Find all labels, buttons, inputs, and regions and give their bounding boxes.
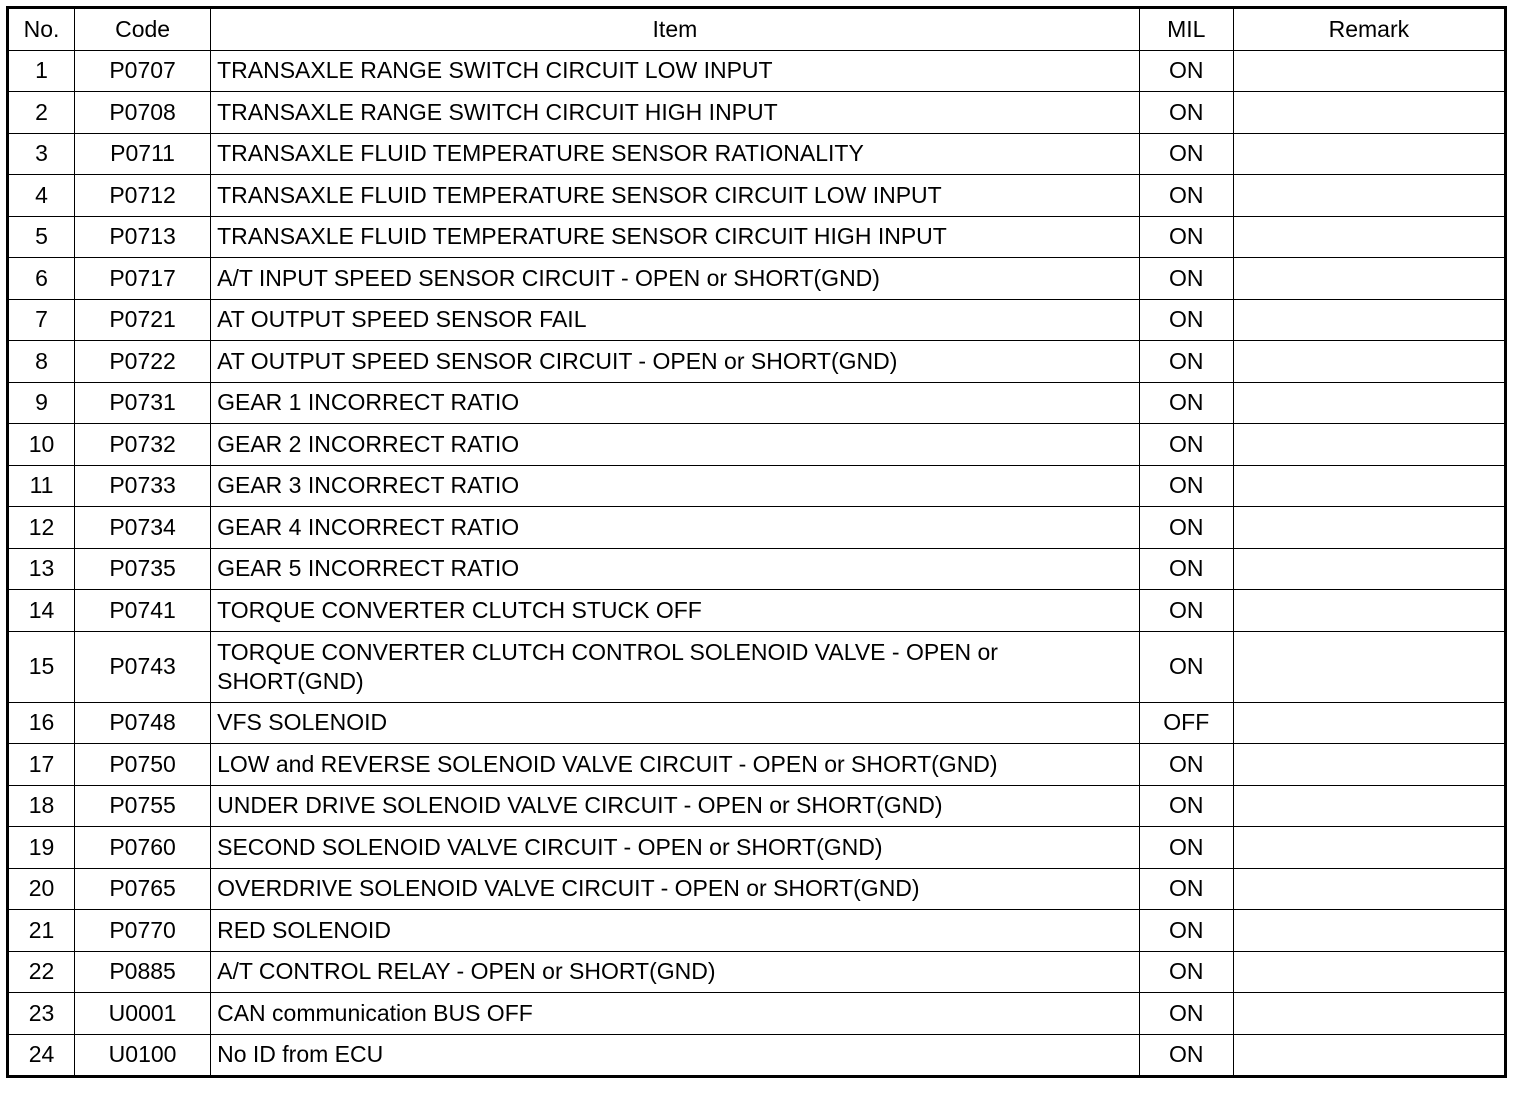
cell-mil: ON bbox=[1139, 424, 1233, 466]
cell-remark bbox=[1233, 1034, 1505, 1077]
cell-no: 9 bbox=[8, 382, 75, 424]
cell-no: 10 bbox=[8, 424, 75, 466]
table-row bbox=[8, 133, 1506, 175]
table-body bbox=[8, 50, 1506, 1077]
cell-mil: ON bbox=[1139, 175, 1233, 217]
cell-no: 18 bbox=[8, 785, 75, 827]
table-row bbox=[8, 299, 1506, 341]
table-row bbox=[8, 92, 1506, 134]
cell-item: AT OUTPUT SPEED SENSOR CIRCUIT - OPEN or SHORT(GND) bbox=[211, 341, 1140, 383]
cell-code: P0760 bbox=[75, 827, 211, 869]
cell-item: OVERDRIVE SOLENOID VALVE CIRCUIT - OPEN or SHORT(GND) bbox=[211, 868, 1140, 910]
cell-no: 15 bbox=[8, 631, 75, 702]
cell-item: UNDER DRIVE SOLENOID VALVE CIRCUIT - OPEN or SHORT(GND) bbox=[211, 785, 1140, 827]
cell-no: 13 bbox=[8, 548, 75, 590]
table-row bbox=[8, 507, 1506, 549]
table-row bbox=[8, 590, 1506, 632]
cell-no: 12 bbox=[8, 507, 75, 549]
cell-remark bbox=[1233, 341, 1505, 383]
table-row bbox=[8, 631, 1506, 702]
cell-remark bbox=[1233, 507, 1505, 549]
table-row bbox=[8, 868, 1506, 910]
cell-code: P0770 bbox=[75, 910, 211, 952]
table-row bbox=[8, 50, 1506, 92]
cell-mil: ON bbox=[1139, 92, 1233, 134]
cell-code: P0743 bbox=[75, 631, 211, 702]
cell-remark bbox=[1233, 424, 1505, 466]
cell-item: SECOND SOLENOID VALVE CIRCUIT - OPEN or SHORT(GND) bbox=[211, 827, 1140, 869]
cell-item: A/T INPUT SPEED SENSOR CIRCUIT - OPEN or SHORT(GND) bbox=[211, 258, 1140, 300]
cell-code: P0717 bbox=[75, 258, 211, 300]
cell-item: GEAR 5 INCORRECT RATIO bbox=[211, 548, 1140, 590]
cell-mil: ON bbox=[1139, 827, 1233, 869]
cell-no: 11 bbox=[8, 465, 75, 507]
cell-item: GEAR 4 INCORRECT RATIO bbox=[211, 507, 1140, 549]
header-row bbox=[8, 8, 1506, 51]
cell-code: P0735 bbox=[75, 548, 211, 590]
cell-no: 2 bbox=[8, 92, 75, 134]
cell-item: GEAR 3 INCORRECT RATIO bbox=[211, 465, 1140, 507]
cell-remark bbox=[1233, 744, 1505, 786]
table-row bbox=[8, 785, 1506, 827]
cell-code: P0750 bbox=[75, 744, 211, 786]
cell-remark bbox=[1233, 868, 1505, 910]
cell-code: P0755 bbox=[75, 785, 211, 827]
cell-no: 16 bbox=[8, 702, 75, 744]
cell-item: TRANSAXLE RANGE SWITCH CIRCUIT LOW INPUT bbox=[211, 50, 1140, 92]
cell-item: TRANSAXLE FLUID TEMPERATURE SENSOR CIRCUIT LOW INPUT bbox=[211, 175, 1140, 217]
cell-item: No ID from ECU bbox=[211, 1034, 1140, 1077]
cell-no: 14 bbox=[8, 590, 75, 632]
cell-item: TORQUE CONVERTER CLUTCH STUCK OFF bbox=[211, 590, 1140, 632]
cell-code: P0712 bbox=[75, 175, 211, 217]
cell-remark bbox=[1233, 951, 1505, 993]
cell-code: P0731 bbox=[75, 382, 211, 424]
cell-no: 21 bbox=[8, 910, 75, 952]
cell-remark bbox=[1233, 258, 1505, 300]
header-code: Code bbox=[75, 8, 211, 51]
cell-item: TORQUE CONVERTER CLUTCH CONTROL SOLENOID VALVE - OPEN or SHORT(GND) bbox=[211, 631, 1140, 702]
table-row bbox=[8, 341, 1506, 383]
cell-remark bbox=[1233, 993, 1505, 1035]
cell-remark bbox=[1233, 465, 1505, 507]
cell-mil: ON bbox=[1139, 993, 1233, 1035]
cell-mil: ON bbox=[1139, 744, 1233, 786]
cell-no: 7 bbox=[8, 299, 75, 341]
table-row bbox=[8, 382, 1506, 424]
header-item: Item bbox=[211, 8, 1140, 51]
cell-mil: OFF bbox=[1139, 702, 1233, 744]
cell-code: P0707 bbox=[75, 50, 211, 92]
cell-no: 24 bbox=[8, 1034, 75, 1077]
cell-code: P0741 bbox=[75, 590, 211, 632]
header-mil: MIL bbox=[1139, 8, 1233, 51]
cell-item: AT OUTPUT SPEED SENSOR FAIL bbox=[211, 299, 1140, 341]
cell-remark bbox=[1233, 702, 1505, 744]
cell-item: RED SOLENOID bbox=[211, 910, 1140, 952]
cell-no: 1 bbox=[8, 50, 75, 92]
cell-code: P0765 bbox=[75, 868, 211, 910]
cell-item: VFS SOLENOID bbox=[211, 702, 1140, 744]
cell-remark bbox=[1233, 50, 1505, 92]
cell-mil: ON bbox=[1139, 785, 1233, 827]
cell-no: 17 bbox=[8, 744, 75, 786]
cell-mil: ON bbox=[1139, 548, 1233, 590]
cell-mil: ON bbox=[1139, 868, 1233, 910]
cell-code: P0732 bbox=[75, 424, 211, 466]
cell-mil: ON bbox=[1139, 631, 1233, 702]
table-row bbox=[8, 548, 1506, 590]
cell-no: 5 bbox=[8, 216, 75, 258]
cell-mil: ON bbox=[1139, 382, 1233, 424]
cell-remark bbox=[1233, 175, 1505, 217]
cell-remark bbox=[1233, 382, 1505, 424]
cell-code: P0733 bbox=[75, 465, 211, 507]
cell-remark bbox=[1233, 92, 1505, 134]
cell-mil: ON bbox=[1139, 50, 1233, 92]
cell-mil: ON bbox=[1139, 1034, 1233, 1077]
cell-mil: ON bbox=[1139, 299, 1233, 341]
table-row bbox=[8, 993, 1506, 1035]
cell-mil: ON bbox=[1139, 465, 1233, 507]
cell-mil: ON bbox=[1139, 507, 1233, 549]
cell-remark bbox=[1233, 910, 1505, 952]
table-row bbox=[8, 175, 1506, 217]
cell-remark bbox=[1233, 590, 1505, 632]
cell-item: TRANSAXLE FLUID TEMPERATURE SENSOR RATIONALITY bbox=[211, 133, 1140, 175]
cell-code: U0100 bbox=[75, 1034, 211, 1077]
cell-remark bbox=[1233, 631, 1505, 702]
cell-code: P0722 bbox=[75, 341, 211, 383]
cell-remark bbox=[1233, 216, 1505, 258]
cell-item: GEAR 2 INCORRECT RATIO bbox=[211, 424, 1140, 466]
table-row bbox=[8, 216, 1506, 258]
cell-no: 6 bbox=[8, 258, 75, 300]
cell-item: TRANSAXLE RANGE SWITCH CIRCUIT HIGH INPUT bbox=[211, 92, 1140, 134]
cell-no: 19 bbox=[8, 827, 75, 869]
cell-item: CAN communication BUS OFF bbox=[211, 993, 1140, 1035]
table-row bbox=[8, 258, 1506, 300]
cell-code: P0748 bbox=[75, 702, 211, 744]
cell-no: 20 bbox=[8, 868, 75, 910]
header-remark: Remark bbox=[1233, 8, 1505, 51]
table-row bbox=[8, 910, 1506, 952]
cell-item: LOW and REVERSE SOLENOID VALVE CIRCUIT - OPEN or SHORT(GND) bbox=[211, 744, 1140, 786]
cell-code: P0713 bbox=[75, 216, 211, 258]
cell-no: 23 bbox=[8, 993, 75, 1035]
table-header bbox=[8, 8, 1506, 51]
cell-no: 22 bbox=[8, 951, 75, 993]
table-row bbox=[8, 951, 1506, 993]
cell-mil: ON bbox=[1139, 951, 1233, 993]
cell-mil: ON bbox=[1139, 590, 1233, 632]
table-row bbox=[8, 465, 1506, 507]
cell-code: P0885 bbox=[75, 951, 211, 993]
cell-remark bbox=[1233, 785, 1505, 827]
cell-remark bbox=[1233, 827, 1505, 869]
cell-code: P0734 bbox=[75, 507, 211, 549]
cell-mil: ON bbox=[1139, 258, 1233, 300]
dtc-table bbox=[6, 6, 1507, 1078]
cell-code: P0711 bbox=[75, 133, 211, 175]
cell-remark bbox=[1233, 133, 1505, 175]
cell-item: GEAR 1 INCORRECT RATIO bbox=[211, 382, 1140, 424]
cell-mil: ON bbox=[1139, 910, 1233, 952]
cell-no: 3 bbox=[8, 133, 75, 175]
cell-remark bbox=[1233, 299, 1505, 341]
cell-no: 4 bbox=[8, 175, 75, 217]
cell-remark bbox=[1233, 548, 1505, 590]
table-row bbox=[8, 827, 1506, 869]
cell-item: A/T CONTROL RELAY - OPEN or SHORT(GND) bbox=[211, 951, 1140, 993]
table-row bbox=[8, 744, 1506, 786]
cell-mil: ON bbox=[1139, 216, 1233, 258]
cell-item: TRANSAXLE FLUID TEMPERATURE SENSOR CIRCUIT HIGH INPUT bbox=[211, 216, 1140, 258]
cell-code: P0708 bbox=[75, 92, 211, 134]
cell-no: 8 bbox=[8, 341, 75, 383]
cell-code: P0721 bbox=[75, 299, 211, 341]
cell-code: U0001 bbox=[75, 993, 211, 1035]
cell-mil: ON bbox=[1139, 341, 1233, 383]
table-row bbox=[8, 702, 1506, 744]
table-row bbox=[8, 424, 1506, 466]
header-no: No. bbox=[8, 8, 75, 51]
cell-mil: ON bbox=[1139, 133, 1233, 175]
table-row bbox=[8, 1034, 1506, 1077]
